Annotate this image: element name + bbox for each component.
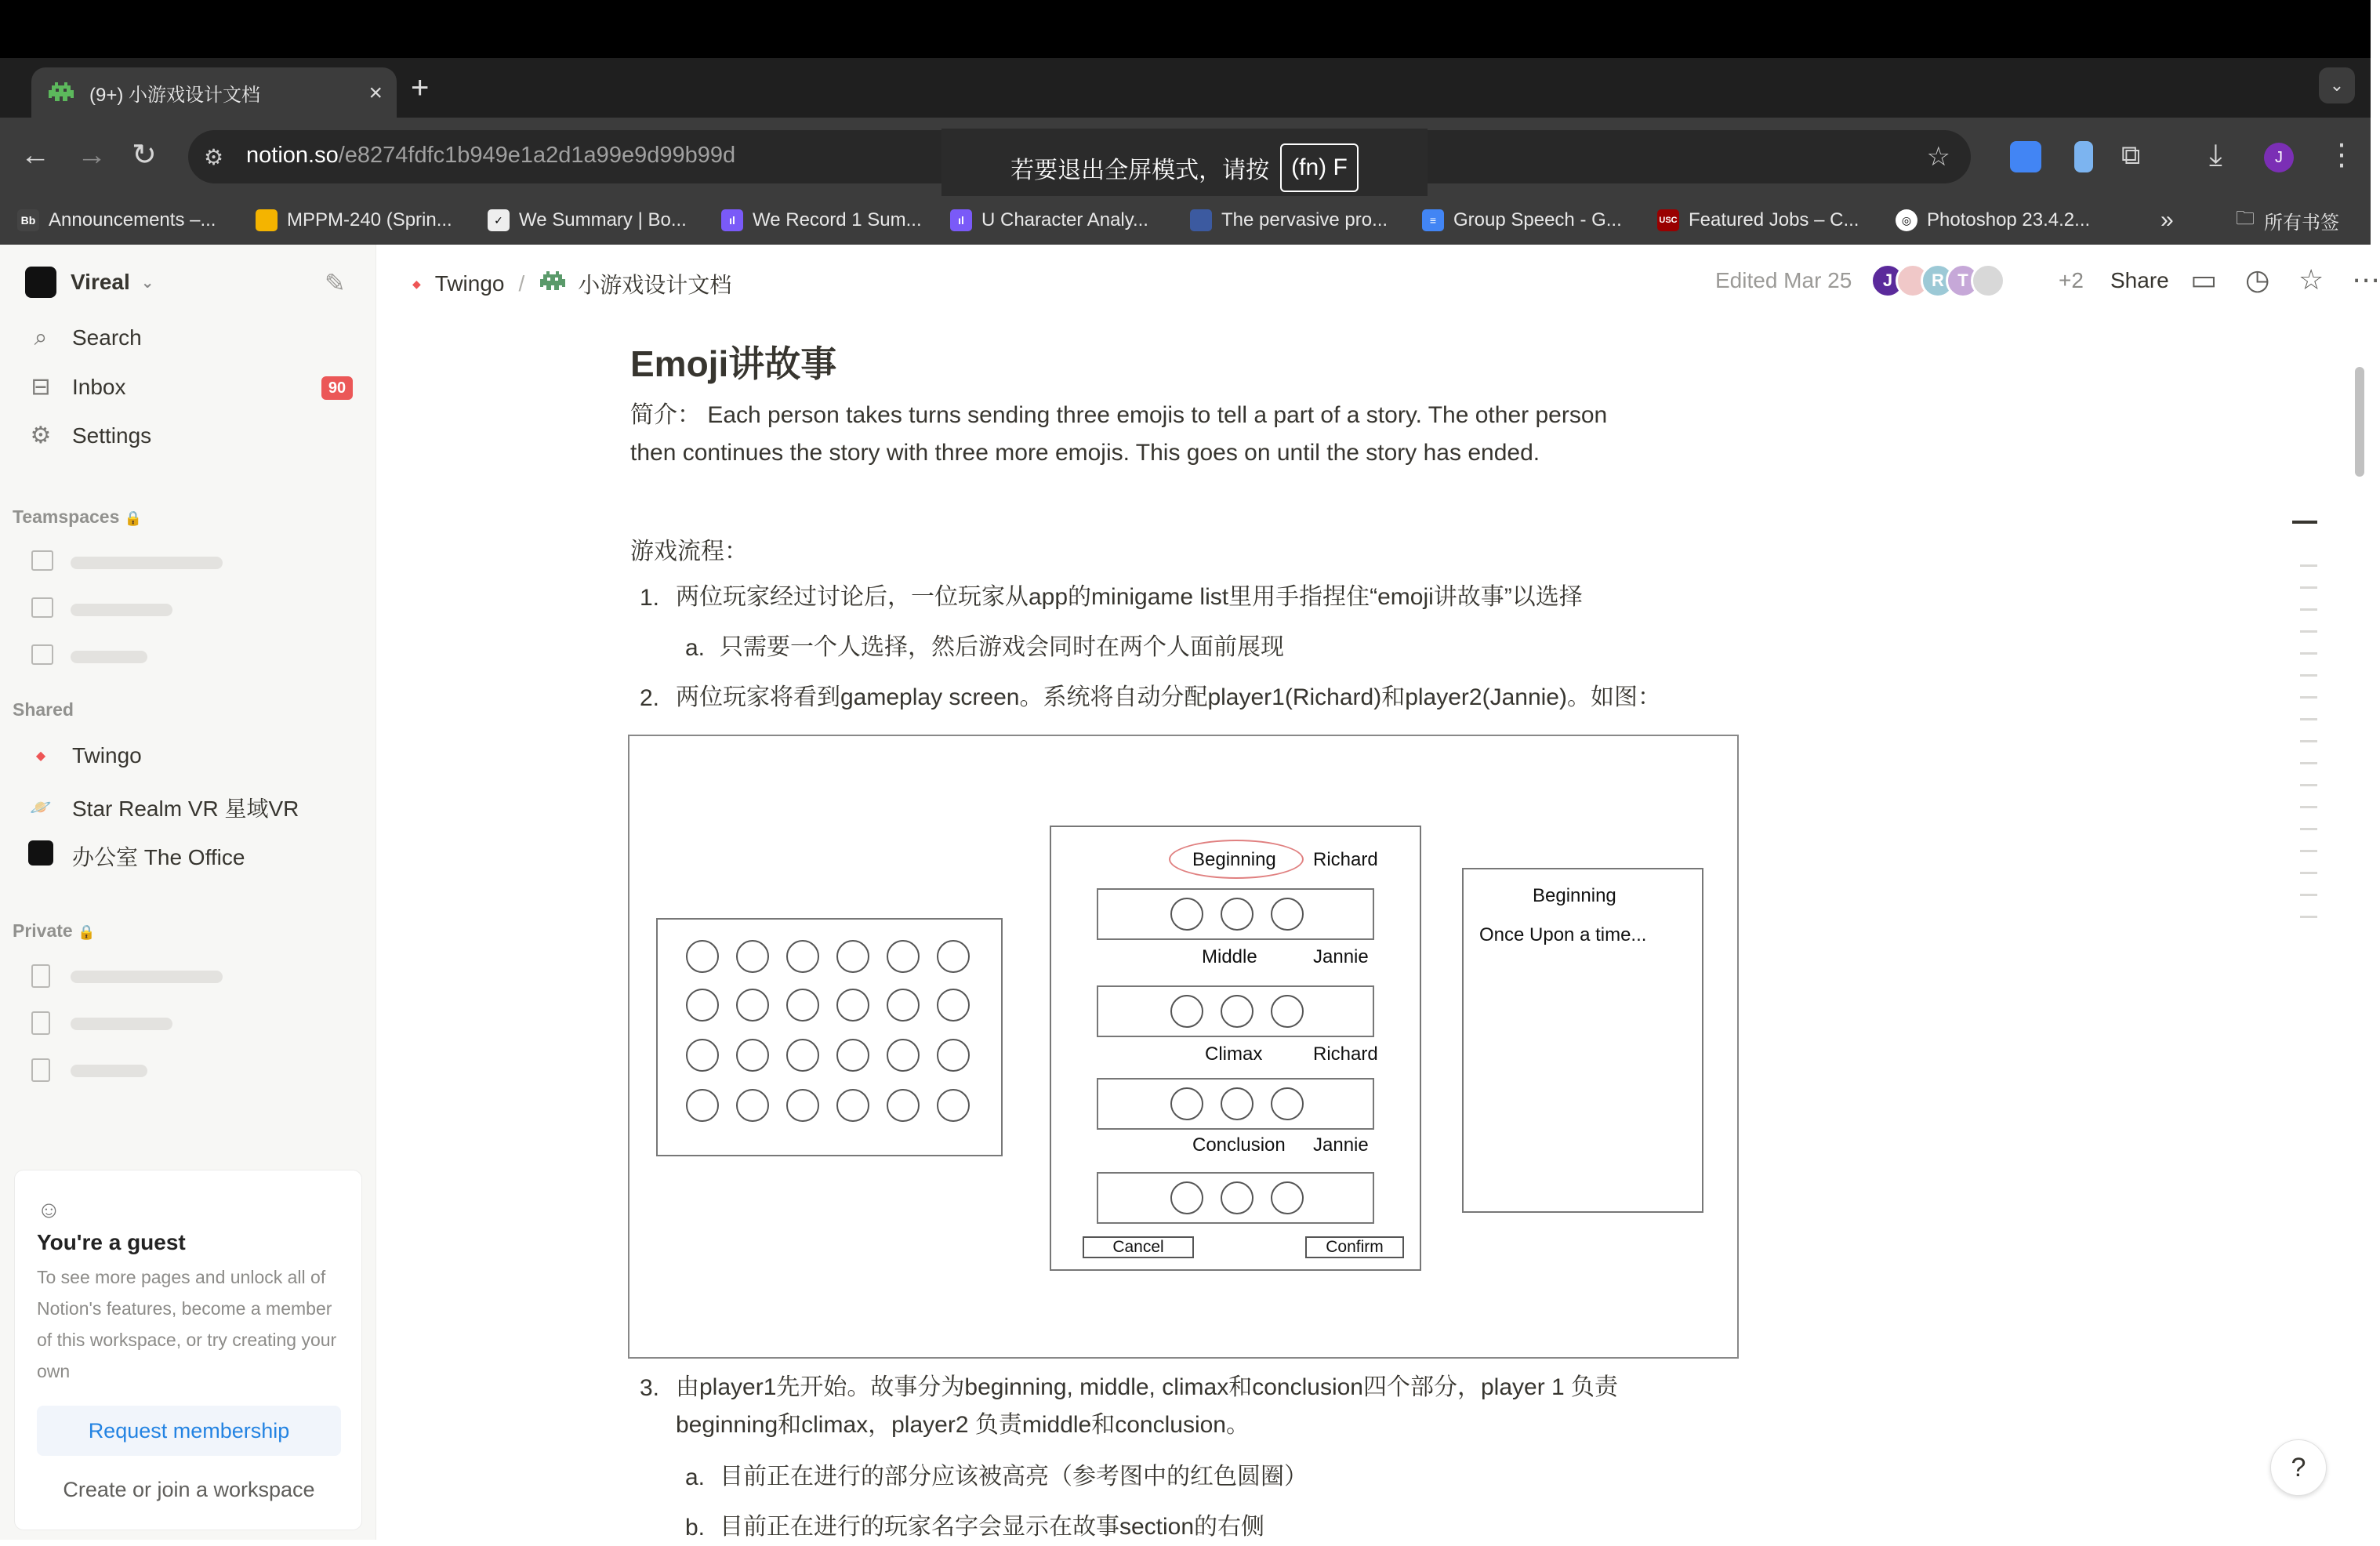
section-label: Middle bbox=[1202, 946, 1257, 967]
emoji-slot[interactable] bbox=[1271, 995, 1304, 1028]
fullscreen-key: (fn) F bbox=[1280, 143, 1359, 192]
more-users-count[interactable]: +2 bbox=[2059, 268, 2084, 292]
tab-search-icon[interactable]: ⌄ bbox=[2319, 67, 2355, 103]
extension-icon[interactable] bbox=[2074, 141, 2093, 172]
avatar[interactable] bbox=[1971, 263, 2005, 298]
site-info-icon[interactable]: ⚙ bbox=[204, 145, 224, 169]
confirm-button[interactable]: Confirm bbox=[1305, 1236, 1404, 1258]
bookmark-star-icon[interactable]: ☆ bbox=[1926, 142, 1950, 172]
avatar[interactable]: J bbox=[1870, 263, 1905, 298]
tab-strip bbox=[0, 58, 2371, 118]
inbox-count-badge: 90 bbox=[321, 376, 353, 400]
toc-entry[interactable] bbox=[2300, 828, 2317, 830]
sidebar-item-twingo[interactable]: ◆ Twingo bbox=[25, 743, 142, 768]
section-player: Richard bbox=[1313, 1043, 1378, 1065]
list-letter: a. bbox=[685, 1464, 706, 1490]
forward-icon[interactable]: → bbox=[77, 139, 107, 172]
toc-entry[interactable] bbox=[2300, 762, 2317, 764]
section-label: Conclusion bbox=[1192, 1134, 1286, 1156]
bookmark-item[interactable]: ✓ We Summary | Bo... bbox=[488, 205, 687, 235]
workspace-switcher[interactable] bbox=[25, 267, 154, 298]
intro-line-2[interactable]: then continues the story with three more emojis. This goes on until the story has ended. bbox=[630, 440, 1540, 466]
tab-title: (9+) 小游戏设计文档 bbox=[89, 84, 261, 106]
emoji-slot[interactable] bbox=[1221, 1181, 1253, 1214]
new-tab-icon[interactable]: + bbox=[411, 71, 430, 105]
loading-skeleton bbox=[71, 971, 223, 983]
toc-entry[interactable] bbox=[2300, 784, 2317, 786]
story-preview-box bbox=[1462, 868, 1703, 1213]
folder-icon: 🗀 bbox=[2236, 207, 2255, 229]
emoji-slot-row[interactable] bbox=[1097, 1078, 1374, 1130]
emoji-option[interactable] bbox=[836, 1089, 869, 1122]
lock-icon: 🔒 bbox=[78, 924, 96, 940]
url-domain: notion.so bbox=[246, 143, 339, 168]
emoji-slot[interactable] bbox=[1271, 1087, 1304, 1120]
list-item-2[interactable]: 两位玩家将看到gameplay screen。系统将自动分配player1(Richard)和player2(Jannie)。如图： bbox=[676, 684, 1661, 710]
emoji-option[interactable] bbox=[786, 940, 819, 973]
inbox-icon: ⊟ bbox=[31, 374, 51, 400]
emoji-picker-box bbox=[656, 918, 1003, 1156]
toc-entry[interactable] bbox=[2300, 916, 2317, 918]
bookmark-item[interactable]: MPPM-240 (Sprin... bbox=[256, 205, 452, 235]
emoji-option[interactable] bbox=[887, 989, 920, 1022]
request-membership-button[interactable]: Request membership bbox=[37, 1406, 341, 1456]
emoji-slot[interactable] bbox=[1170, 995, 1203, 1028]
fullscreen-notice bbox=[941, 129, 1428, 207]
list-item-3a[interactable]: 目前正在进行的部分应该被高亮（参考图中的红色圆圈） bbox=[720, 1464, 1308, 1490]
toc-entry[interactable] bbox=[2300, 696, 2317, 699]
page-title[interactable]: Emoji讲故事 bbox=[630, 343, 837, 384]
active-tab[interactable] bbox=[31, 67, 397, 118]
page-icon bbox=[31, 1058, 50, 1082]
gameplay-screen-image[interactable] bbox=[628, 735, 1739, 1359]
guest-title: You're a guest bbox=[37, 1230, 186, 1254]
site-icon bbox=[1190, 209, 1212, 231]
list-item-3-line-2[interactable]: beginning和climax，player2 负责middle和conclusion。 bbox=[676, 1412, 1250, 1438]
comment-icon[interactable]: ▭ bbox=[2190, 263, 2218, 296]
menu-kebab-icon[interactable]: ⋮ bbox=[2327, 139, 2356, 172]
toc-entry[interactable] bbox=[2300, 652, 2317, 655]
list-letter: b. bbox=[685, 1515, 706, 1541]
loading-skeleton bbox=[71, 1018, 172, 1030]
emoji-slot[interactable] bbox=[1221, 995, 1253, 1028]
page-icon bbox=[31, 1011, 50, 1035]
emoji-option[interactable] bbox=[836, 1039, 869, 1072]
bookmark-item[interactable]: Bb Announcements –... bbox=[17, 205, 216, 235]
emoji-option[interactable] bbox=[887, 940, 920, 973]
space-invader-icon bbox=[539, 270, 567, 299]
bookmarks-overflow-icon[interactable]: » bbox=[2161, 207, 2174, 233]
shared-heading: Shared bbox=[13, 699, 74, 720]
drive-icon bbox=[256, 209, 278, 231]
emoji-slot[interactable] bbox=[1170, 1181, 1203, 1214]
breadcrumb-twingo[interactable]: Twingo bbox=[434, 271, 505, 296]
guest-text: To see more pages and unlock all of Notion's features, become a member of this workspace, or try creating your own bbox=[37, 1267, 337, 1381]
avatar[interactable]: T bbox=[1946, 263, 1980, 298]
google-docs-icon: ≡ bbox=[1422, 209, 1444, 231]
translate-extension-icon[interactable] bbox=[2010, 141, 2041, 172]
breadcrumb-page[interactable]: 小游戏设计文档 bbox=[578, 273, 732, 297]
bookmark-item[interactable]: ◎ Photoshop 23.4.2... bbox=[1896, 205, 2090, 235]
avatar[interactable]: R bbox=[1921, 263, 1955, 298]
sidebar-item-star-realm[interactable]: 🪐 Star Realm VR 星域VR bbox=[25, 792, 299, 823]
loading-skeleton bbox=[71, 651, 147, 663]
emoji-option[interactable] bbox=[686, 989, 719, 1022]
toc-entry[interactable] bbox=[2300, 608, 2317, 611]
bookmark-item[interactable]: ıl U Character Analy... bbox=[950, 205, 1148, 235]
chart-icon: ıl bbox=[721, 209, 743, 231]
list-number: 1. bbox=[640, 585, 660, 611]
toc-entry[interactable] bbox=[2300, 718, 2317, 720]
history-icon[interactable]: ◷ bbox=[2245, 263, 2270, 296]
emoji-slot-row[interactable] bbox=[1097, 985, 1374, 1037]
list-item-3-line-1[interactable]: 由player1先开始。故事分为beginning, middle, climax和conclusion四个部分，player 1 负责 bbox=[676, 1374, 1619, 1400]
intro-line-1[interactable]: 简介： Each person takes turns sending three emojis to tell a part of a story. The other person bbox=[630, 402, 1608, 428]
emoji-slot[interactable] bbox=[1170, 898, 1203, 931]
teamspace-icon bbox=[31, 644, 53, 665]
toc-entry[interactable] bbox=[2292, 521, 2317, 524]
lock-icon: 🔒 bbox=[124, 510, 143, 526]
edited-timestamp: Edited Mar 25 bbox=[1715, 268, 1852, 292]
list-letter: a. bbox=[685, 635, 706, 661]
toc-entry[interactable] bbox=[2300, 630, 2317, 633]
twingo-icon: ◆ bbox=[35, 749, 46, 763]
sidebar-item-settings[interactable]: ⚙ Settings bbox=[25, 422, 151, 449]
teamspace-icon bbox=[31, 597, 53, 618]
emoji-slot[interactable] bbox=[1271, 898, 1304, 931]
office-icon bbox=[25, 840, 56, 872]
sidebar-item-the-office[interactable]: 办公室 The Office bbox=[25, 840, 245, 872]
emoji-option[interactable] bbox=[736, 1089, 769, 1122]
url-text[interactable] bbox=[246, 143, 735, 169]
twingo-icon: ◆ bbox=[412, 277, 421, 290]
emoji-option[interactable] bbox=[686, 1039, 719, 1072]
toc-entry[interactable] bbox=[2300, 850, 2317, 852]
story-preview-text: Once Upon a time... bbox=[1479, 924, 1647, 945]
chart-icon: ıl bbox=[950, 209, 972, 231]
list-number: 2. bbox=[640, 685, 660, 711]
sidebar-item-search[interactable]: ⌕ Search bbox=[25, 325, 142, 351]
loading-skeleton bbox=[71, 604, 172, 616]
usc-icon: USC bbox=[1657, 209, 1679, 231]
toc-entry[interactable] bbox=[2300, 740, 2317, 742]
bookmark-item[interactable]: The pervasive pro... bbox=[1190, 205, 1388, 235]
emoji-option[interactable] bbox=[937, 1089, 970, 1122]
toc-entry[interactable] bbox=[2300, 564, 2317, 567]
share-button[interactable]: Share bbox=[2110, 268, 2169, 292]
list-item-3b[interactable]: 目前正在进行的玩家名字会显示在故事section的右侧 bbox=[720, 1514, 1265, 1540]
cancel-button[interactable]: Cancel bbox=[1083, 1236, 1194, 1258]
story-sections-panel bbox=[1050, 826, 1421, 1271]
planet-icon: 🪐 bbox=[30, 797, 52, 817]
chevron-down-icon: ⌄ bbox=[140, 274, 154, 292]
more-options-icon[interactable]: ⋯ bbox=[2352, 263, 2380, 296]
section-player: Richard bbox=[1313, 849, 1378, 870]
page-topbar bbox=[376, 245, 2380, 320]
section-label: Climax bbox=[1205, 1043, 1263, 1065]
flow-heading[interactable]: 游戏流程： bbox=[630, 539, 748, 564]
teamspaces-heading: Teamspaces 🔒 bbox=[13, 506, 143, 527]
guest-user-icon: ☺ bbox=[37, 1197, 61, 1223]
emoji-option[interactable] bbox=[786, 1089, 819, 1122]
emoji-option[interactable] bbox=[786, 989, 819, 1022]
section-player: Jannie bbox=[1313, 946, 1369, 967]
space-invader-icon bbox=[47, 81, 75, 104]
list-item-1[interactable]: 两位玩家经过讨论后，一位玩家从app的minigame list里用手指捏住“emoji讲故事”以选择 bbox=[676, 584, 1583, 610]
emoji-option[interactable] bbox=[937, 1039, 970, 1072]
gear-icon: ⚙ bbox=[30, 423, 52, 448]
emoji-option[interactable] bbox=[937, 989, 970, 1022]
workspace-name: Vireal bbox=[71, 270, 130, 294]
photoshop-icon: ◎ bbox=[1896, 209, 1917, 231]
emoji-slot[interactable] bbox=[1221, 1087, 1253, 1120]
list-item-1a[interactable]: 只需要一个人选择，然后游戏会同时在两个人面前展现 bbox=[720, 634, 1284, 660]
sidebar-item-inbox[interactable]: ⊟ Inbox bbox=[25, 373, 126, 401]
favorite-star-icon[interactable]: ☆ bbox=[2298, 263, 2324, 296]
bookmark-item[interactable]: ≡ Group Speech - G... bbox=[1422, 205, 1622, 235]
breadcrumb bbox=[412, 268, 731, 299]
emoji-slot[interactable] bbox=[1221, 898, 1253, 931]
emoji-option[interactable] bbox=[836, 989, 869, 1022]
download-icon[interactable]: ⤓ bbox=[2209, 139, 2222, 172]
search-icon: ⌕ bbox=[34, 325, 48, 350]
emoji-option[interactable] bbox=[736, 989, 769, 1022]
create-workspace-button[interactable]: Create or join a workspace bbox=[63, 1478, 315, 1501]
sidebar bbox=[0, 245, 376, 1540]
emoji-option[interactable] bbox=[736, 1039, 769, 1072]
fullscreen-notice-text: 若要退出全屏模式，请按 bbox=[1010, 158, 1270, 183]
emoji-option[interactable] bbox=[786, 1039, 819, 1072]
new-page-icon[interactable]: ✎ bbox=[325, 269, 346, 297]
bookmark-item[interactable]: ıl We Record 1 Sum... bbox=[721, 205, 922, 235]
toc-entry[interactable] bbox=[2300, 586, 2317, 589]
emoji-option[interactable] bbox=[836, 940, 869, 973]
screen-top-bar bbox=[0, 0, 2371, 58]
emoji-slot[interactable] bbox=[1170, 1087, 1203, 1120]
blackboard-icon: Bb bbox=[17, 209, 39, 231]
emoji-option[interactable] bbox=[686, 1089, 719, 1122]
toc-entry[interactable] bbox=[2300, 806, 2317, 808]
emoji-slot-row[interactable] bbox=[1097, 888, 1374, 940]
toc-entry[interactable] bbox=[2300, 894, 2317, 896]
toc-entry[interactable] bbox=[2300, 674, 2317, 677]
doc-icon: ✓ bbox=[488, 209, 510, 231]
url-path: /e8274fdfc1b949e1a2d1a99e9d99b99d bbox=[338, 143, 736, 168]
close-tab-icon[interactable]: × bbox=[368, 80, 383, 106]
scrollbar[interactable] bbox=[2355, 367, 2364, 477]
workspace-logo bbox=[25, 267, 56, 298]
teamspace-icon bbox=[31, 550, 53, 571]
back-icon[interactable]: ← bbox=[20, 139, 50, 172]
guest-card bbox=[14, 1170, 362, 1530]
emoji-option[interactable] bbox=[887, 1039, 920, 1072]
bookmarks-bar bbox=[0, 196, 2371, 245]
emoji-option[interactable] bbox=[887, 1089, 920, 1122]
emoji-slot[interactable] bbox=[1271, 1181, 1304, 1214]
all-bookmarks[interactable]: 🗀 所有书签 bbox=[2236, 205, 2339, 235]
emoji-slot-row[interactable] bbox=[1097, 1172, 1374, 1224]
section-player: Jannie bbox=[1313, 1134, 1369, 1156]
list-number: 3. bbox=[640, 1375, 660, 1401]
emoji-option[interactable] bbox=[736, 940, 769, 973]
section-label: Beginning bbox=[1192, 849, 1276, 870]
toc-entry[interactable] bbox=[2300, 872, 2317, 874]
bookmark-item[interactable]: USC Featured Jobs – C... bbox=[1657, 205, 1859, 235]
page-icon bbox=[31, 964, 50, 988]
profile-avatar[interactable]: J bbox=[2264, 143, 2294, 172]
private-heading: Private 🔒 bbox=[13, 920, 96, 941]
emoji-option[interactable] bbox=[686, 940, 719, 973]
extensions-puzzle-icon[interactable]: ⧉ bbox=[2121, 140, 2141, 170]
emoji-option[interactable] bbox=[937, 940, 970, 973]
reload-icon[interactable]: ↻ bbox=[132, 139, 157, 172]
loading-skeleton bbox=[71, 557, 223, 569]
help-button[interactable]: ? bbox=[2270, 1439, 2327, 1496]
loading-skeleton bbox=[71, 1065, 147, 1077]
story-preview-title: Beginning bbox=[1533, 885, 1616, 906]
breadcrumb-separator: / bbox=[518, 271, 525, 296]
